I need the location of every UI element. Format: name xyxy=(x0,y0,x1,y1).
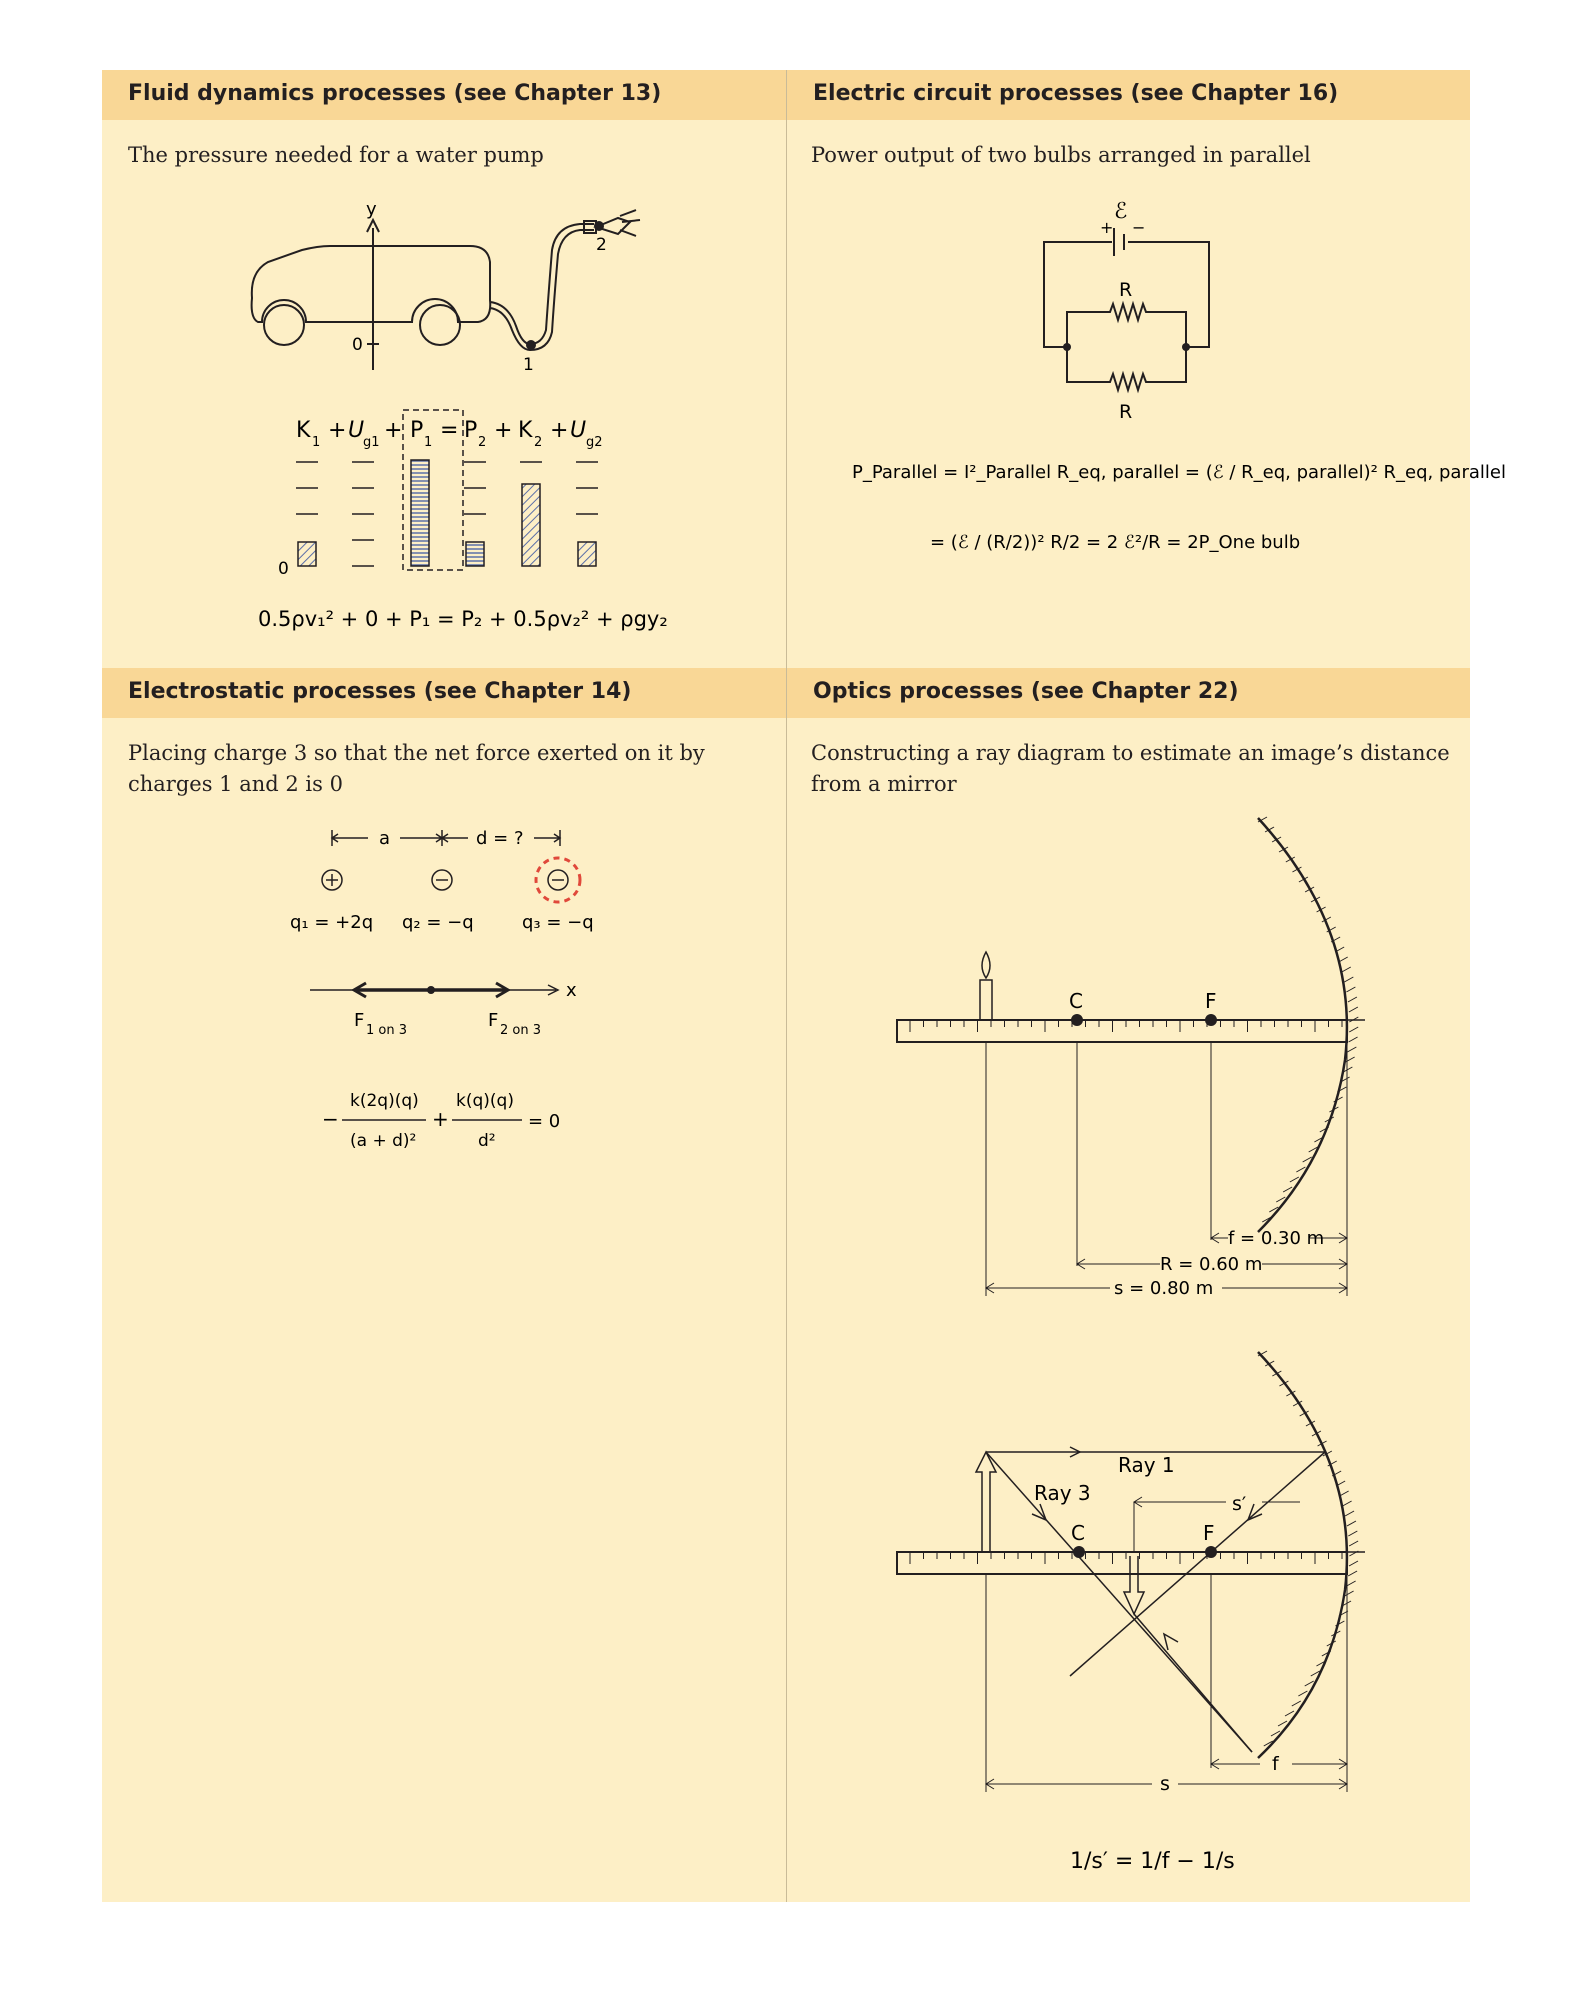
term-ug1: U xyxy=(348,418,365,443)
term-k2-sub: 2 xyxy=(534,435,543,450)
ray-1-label: Ray 1 xyxy=(1118,1453,1175,1477)
r-distance-label: R = 0.60 m xyxy=(1160,1254,1263,1275)
circuit-equation-line1: P_Parallel = I²_Parallel R_eq, parallel = (ℰ / R_eq, parallel)² R_eq, parallel xyxy=(852,462,1506,483)
point-1-label: 1 xyxy=(523,355,534,375)
emf-label: ℰ xyxy=(1114,199,1128,224)
electrostatic-subtitle: Placing charge 3 so that the net force exerted on it by charges 1 and 2 is 0 xyxy=(128,741,705,796)
term-k1-sub: 1 xyxy=(312,435,321,450)
term-k2: K xyxy=(518,418,533,443)
fluid-heading: Fluid dynamics processes (see Chapter 13) xyxy=(128,81,662,106)
op-3: = xyxy=(440,418,459,443)
ray-3-reflected xyxy=(1134,1614,1252,1752)
battery-minus: − xyxy=(1132,218,1146,237)
candle xyxy=(980,980,992,1020)
bar-zero-label: 0 xyxy=(278,559,289,579)
image-arrow xyxy=(1124,1556,1144,1614)
point-f-lower xyxy=(1205,1546,1217,1558)
label-c-upper: C xyxy=(1069,989,1083,1013)
force-13-sub: 1 on 3 xyxy=(366,1023,407,1038)
eq-minus: − xyxy=(322,1107,339,1131)
circuit-heading: Electric circuit processes (see Chapter 16) xyxy=(813,81,1339,106)
point-f-upper xyxy=(1205,1014,1217,1026)
ray-3-label: Ray 3 xyxy=(1034,1481,1091,1505)
charge-q2-label: q₂ = −q xyxy=(402,912,474,933)
object-arrow xyxy=(976,1452,996,1552)
s-distance-label: s = 0.80 m xyxy=(1114,1278,1214,1299)
mirror-lower xyxy=(1258,1352,1347,1758)
term-p1: P xyxy=(410,418,424,443)
term-k1: K xyxy=(296,418,311,443)
fluid-subtitle: The pressure needed for a water pump xyxy=(128,143,544,167)
resistor-top-label: R xyxy=(1119,279,1133,301)
op-1: + xyxy=(328,418,347,443)
label-f-upper: F xyxy=(1205,989,1217,1013)
point-c-upper xyxy=(1071,1014,1083,1026)
op-4: + xyxy=(494,418,513,443)
optics-heading: Optics processes (see Chapter 22) xyxy=(813,679,1239,704)
ray-3-incident xyxy=(986,1452,1252,1752)
f-distance-label: f = 0.30 m xyxy=(1228,1228,1325,1249)
s-label: s xyxy=(1160,1773,1170,1795)
force-23-label: F xyxy=(488,1010,499,1031)
eq-num1: k(2q)(q) xyxy=(350,1091,419,1111)
ray-1-reflected xyxy=(1070,1452,1325,1676)
x-axis-label: x xyxy=(566,980,577,1001)
s-prime-label: s′ xyxy=(1232,1493,1247,1515)
optics-subtitle: Constructing a ray diagram to estimate an image’s distance from a mirror xyxy=(811,741,1450,796)
force-23-sub: 2 on 3 xyxy=(500,1023,541,1038)
origin-label: 0 xyxy=(352,335,363,355)
y-axis-label: y xyxy=(366,199,377,220)
point-2-label: 2 xyxy=(596,235,607,255)
mirror-equation: 1/s′ = 1/f − 1/s xyxy=(1070,1849,1235,1874)
eq-num2: k(q)(q) xyxy=(456,1091,514,1111)
term-ug2-sub: g2 xyxy=(586,435,603,450)
force-13-label: F xyxy=(354,1010,365,1031)
term-p2: P xyxy=(464,418,478,443)
op-5: + xyxy=(550,418,569,443)
term-ug1-sub: g1 xyxy=(363,435,380,450)
eq-plus: + xyxy=(432,1107,449,1131)
eq-den1: (a + d)² xyxy=(350,1131,417,1151)
label-c-lower: C xyxy=(1071,1521,1085,1545)
eq-den2: d² xyxy=(478,1131,496,1151)
term-ug2: U xyxy=(570,418,587,443)
resistor-bottom-label: R xyxy=(1119,401,1133,423)
point-c-lower xyxy=(1073,1546,1085,1558)
charge-q1-label: q₁ = +2q xyxy=(290,912,374,933)
distance-d-label: d = ? xyxy=(476,828,524,849)
eq-equals-zero: = 0 xyxy=(528,1111,561,1132)
f-small-label: f xyxy=(1272,1753,1279,1775)
circuit-subtitle: Power output of two bulbs arranged in parallel xyxy=(811,143,1311,167)
charge-q3-label: q₃ = −q xyxy=(522,912,594,933)
electrostatic-heading: Electrostatic processes (see Chapter 14) xyxy=(128,679,632,704)
battery-plus: + xyxy=(1100,218,1114,237)
label-f-lower: F xyxy=(1203,1521,1215,1545)
fluid-equation: 0.5ρv₁² + 0 + P₁ = P₂ + 0.5ρv₂² + ρgy₂ xyxy=(258,607,668,631)
term-p2-sub: 2 xyxy=(478,435,487,450)
op-2: + xyxy=(384,418,403,443)
distance-a-label: a xyxy=(379,828,391,849)
term-p1-sub: 1 xyxy=(424,435,433,450)
circuit-equation-line2: = (ℰ / (R/2))² R/2 = 2 ℰ²/R = 2P_One bulb xyxy=(930,532,1301,553)
candle-flame xyxy=(982,952,990,978)
